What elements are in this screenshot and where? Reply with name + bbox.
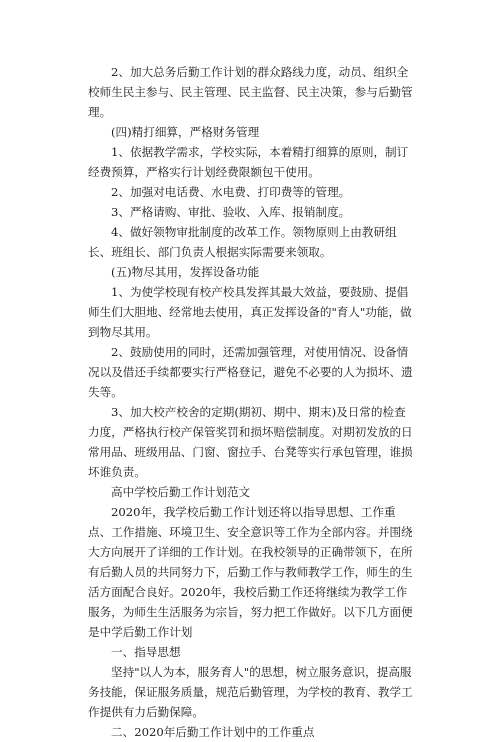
paragraph-budget: 1、依据教学需求，学校实际，本着精打细算的原则，制订经费预算，严格实行计划经费限额包干使用。 (88, 145, 409, 179)
paragraph-utility-fees: 2、加强对电话费、水电费、打印费等的管理。 (111, 185, 351, 199)
paragraph-purchase-approval: 3、严格请购、审批、验收、入库、报销制度。 (111, 205, 351, 219)
section-heading-guiding-thought: 一、指导思想 (111, 645, 181, 659)
paragraph-equipment-use: 1、为使学校现有校产校具发挥其最大效益，要鼓励、提倡师生们大胆地、经常地去使用，真正发挥设备的"育人"功能，做到物尽其用。 (88, 285, 412, 339)
section-heading-finance: (四)精打细算，严格财务管理 (111, 125, 260, 139)
paragraph-people-oriented: 坚持"以人为本，服务育人"的思想，树立服务意识，提高服务技能，保证服务质量，规范后勤管理，为学校的教育、教学工作提供有力后勤保障。 (88, 665, 413, 719)
paragraph-equipment-registration: 2、鼓励使用的同时，还需加强管理，对使用情况、设备情况以及借还手续都要实行严格登记，避免不必要的人为损坏、遗失等。 (88, 345, 413, 399)
section-heading-equipment: (五)物尽其用，发挥设备功能 (111, 265, 260, 279)
section-heading-key-work: 二、2020年后勤工作计划中的工作重点 (111, 725, 315, 739)
paragraph-mass-line: 2、加大总务后勤工作计划的群众路线力度，动员、组织全校师生民主参与、民主管理、民主监督、民主决策，参与后勤管理。 (88, 65, 413, 119)
paragraph-material-approval: 4、做好领物审批制度的改革工作。领物原则上由教研组长、班组长、部门负责人根据实际需要来领取。 (88, 225, 397, 259)
document-body (88, 62, 416, 742)
document-subtitle: 高中学校后勤工作计划范文 (111, 485, 251, 499)
paragraph-inspection: 3、加大校产校舍的定期(期初、期中、期末)及日常的检查力度，严格执行校产保管奖罚和损坏赔偿制度。对期初发放的日常用品、班级用品、门窗、窗拉手、台凳等实行承包管理，谁损坏谁负责。 (88, 405, 413, 479)
paragraph-2020-plan: 2020年，我学校后勤工作计划还将以指导思想、工作重点、工作措施、环境卫生、安全意识等工作为全部内容。并围绕大方向展开了详细的工作计划。在我校领导的正确带领下，在所有后勤人员的共同努力下，后勤工作与教师教学工作，师生的生活方面配合良好。2020年，我校后勤工作还将继续为教学工作服务，为师生生活服务为宗旨，努力把工作做好。以下几方面便是中学后勤工作计划 (88, 505, 413, 639)
